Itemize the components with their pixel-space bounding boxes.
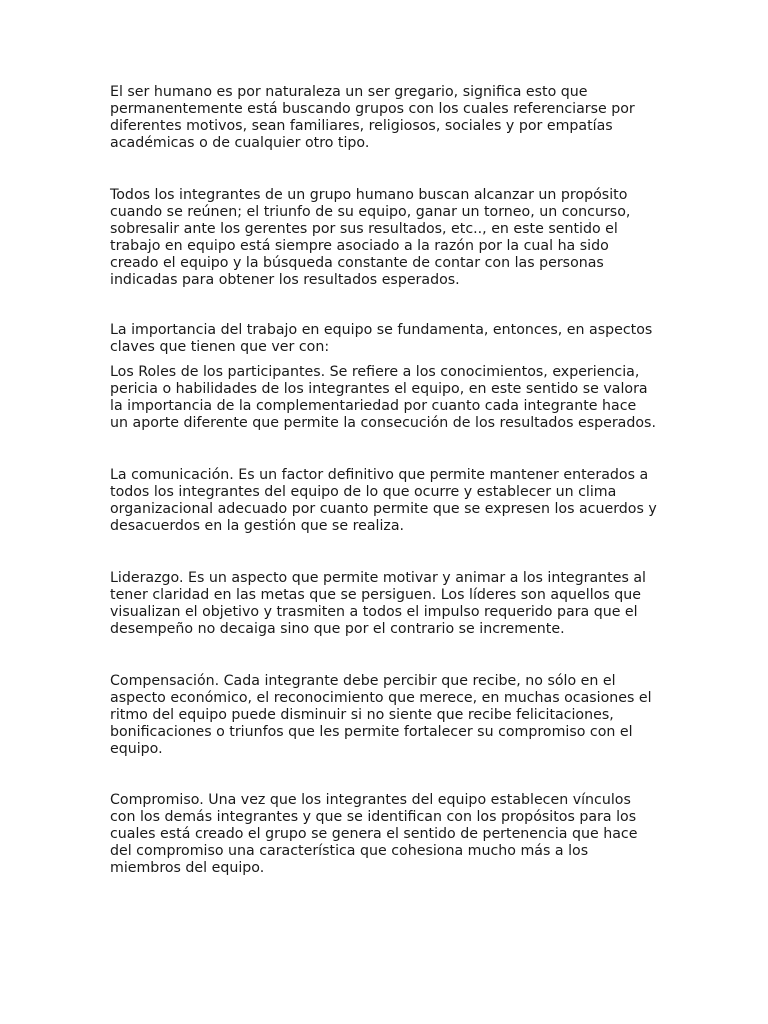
paragraph-communication: La comunicación. Es un factor definitivo que permite mantener enterados a todos los integrantes del equipo de lo que ocurre y establecer un clima organizacional adecuado por cuanto permite que se expresen los acuerdos y desacuerdos en la gestión que se realiza. (110, 467, 657, 534)
paragraph-leadership: Liderazgo. Es un aspecto que permite motivar y animar a los integrantes al tener claridad en las metas que se persiguen. Los líderes son aquellos que visualizan el objetivo y trasmiten a todos el impulso requerido para que el desempeño no decaiga sino que por el contrario se incremente. (110, 570, 646, 637)
paragraph-importance: La importancia del trabajo en equipo se fundamenta, entonces, en aspectos claves que tienen que ver con: (110, 322, 653, 355)
paragraph-intro: El ser humano es por naturaleza un ser gregario, significa esto que permanentemente está buscando grupos con los cuales referenciarse por diferentes motivos, sean familiares, religiosos, sociales y por empatías académicas o de cualquier otro tipo. (110, 84, 635, 151)
paragraph-purpose: Todos los integrantes de un grupo humano buscan alcanzar un propósito cuando se reúnen; el triunfo de su equipo, ganar un torneo, un concurso, sobresalir ante los gerentes por sus resultados, etc.., en este sentido el trabajo en equipo está siempre asociado a la razón por la cual ha sido creado el equipo y la búsqueda constante de contar con las personas indicadas para obtener los resultados esperados. (110, 187, 631, 288)
paragraph-roles: Los Roles de los participantes. Se refiere a los conocimientos, experiencia, pericia o habilidades de los integrantes el equipo, en este sentido se valora la importancia de la complementariedad por cuanto cada integrante hace un aporte diferente que permite la consecución de los resultados esperados. (110, 364, 656, 431)
paragraph-commitment: Compromiso. Una vez que los integrantes del equipo establecen vínculos con los demás integrantes y que se identifican con los propósitos para los cuales está creado el grupo se genera el sentido de pertenencia que hace del compromiso una característica que cohesiona mucho más a los miembros del equipo. (110, 792, 638, 876)
paragraph-compensation: Compensación. Cada integrante debe percibir que recibe, no sólo en el aspecto económico, el reconocimiento que merece, en muchas ocasiones el ritmo del equipo puede disminuir si no siente que recibe felicitaciones, bonificaciones o triunfos que les permite fortalecer su compromiso con el equipo. (110, 673, 652, 757)
